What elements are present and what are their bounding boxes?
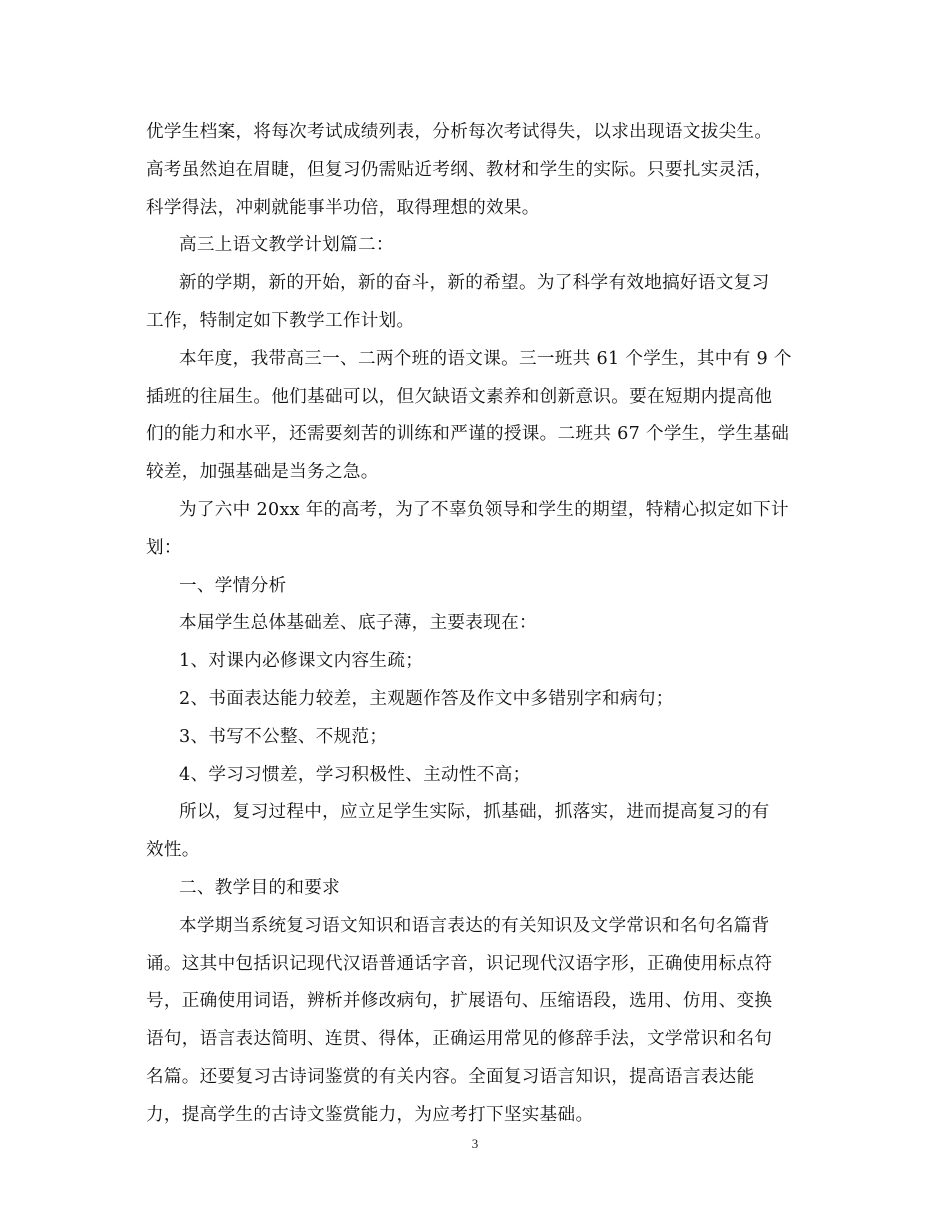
text-line: 本年度，我带高三一、二两个班的语文课。三一班共 61 个学生，其中有 9 个 [179, 348, 792, 369]
text-line: 科学得法，冲刺就能事半功倍，取得理想的效果。 [146, 197, 540, 218]
document-body [146, 114, 808, 1135]
text-line: 工作，特制定如下教学工作计划。 [146, 310, 415, 331]
text-line: 2、书面表达能力较差，主观题作答及作文中多错别字和病句； [179, 688, 674, 709]
text-line: 划： [146, 537, 182, 558]
text-line: 新的学期，新的开始，新的奋斗，新的希望。为了科学有效地搞好语文复习 [179, 273, 770, 294]
text-line: 诵。这其中包括识记现代汉语普通话字音，识记现代汉语字形，正确使用标点符 [146, 953, 773, 974]
text-line: 语句，语言表达简明、连贯、得体，正确运用常见的修辞手法，文学常识和名句 [146, 1029, 773, 1050]
text-line: 名篇。还要复习古诗词鉴赏的有关内容。全面复习语言知识，提高语言表达能 [146, 1066, 755, 1087]
text-line: 插班的往届生。他们基础可以，但欠缺语文素养和创新意识。要在短期内提高他 [146, 386, 773, 407]
text-line: 们的能力和水平，还需要刻苦的训练和严谨的授课。二班共 67 个学生，学生基础 [146, 424, 790, 445]
text-line: 所以，复习过程中，应立足学生实际，抓基础，抓落实，进而提高复习的有 [179, 802, 770, 823]
text-line: 较差，加强基础是当务之急。 [146, 462, 379, 483]
text-line: 1、对课内必修课文内容生疏； [179, 651, 424, 672]
text-line: 3、书写不公整、不规范； [179, 726, 388, 747]
text-line: 本学期当系统复习语文知识和语言表达的有关知识及文学常识和名句名篇背 [179, 915, 770, 936]
text-line: 一、学情分析 [179, 575, 287, 596]
text-line: 效性。 [146, 840, 200, 861]
text-line: 高三上语文教学计划篇二： [179, 235, 394, 256]
text-line: 4、学习习惯差，学习积极性、主动性不高； [179, 764, 531, 785]
text-line: 力，提高学生的古诗文鉴赏能力，为应考打下坚实基础。 [146, 1104, 594, 1125]
text-line: 号，正确使用词语，辨析并修改病句，扩展语句、压缩语段，选用、仿用、变换 [146, 991, 773, 1012]
text-line: 优学生档案，将每次考试成绩列表，分析每次考试得失，以求出现语文拔尖生。 [146, 122, 773, 142]
text-line: 为了六中 20xx 年的高考，为了不辜负领导和学生的期望，特精心拟定如下计 [179, 499, 789, 520]
text-line: 高考虽然迫在眉睫，但复习仍需贴近考纲、教材和学生的实际。只要扎实灵活， [146, 159, 773, 180]
text-line: 本届学生总体基础差、底子薄，主要表现在： [179, 613, 537, 634]
text-line: 二、教学目的和要求 [179, 877, 341, 898]
page-number: 3 [471, 1136, 479, 1151]
